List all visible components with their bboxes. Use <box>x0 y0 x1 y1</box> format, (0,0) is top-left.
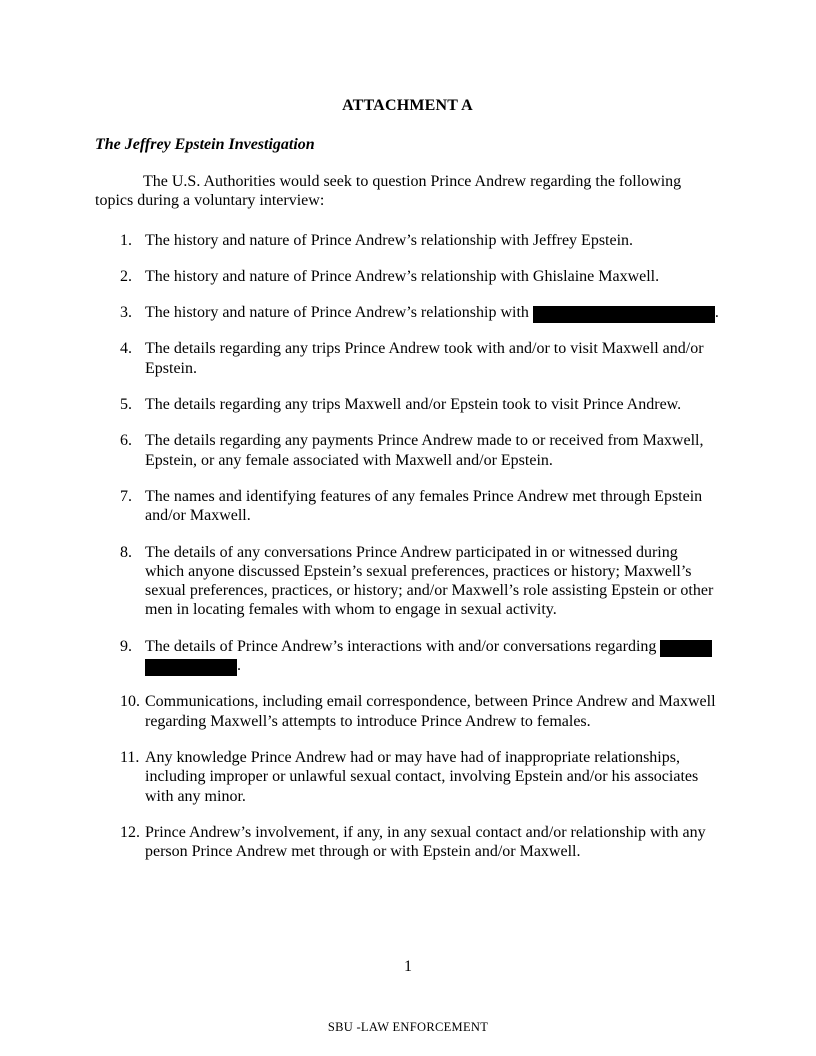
list-item-number: 12. <box>120 823 140 841</box>
list-item-text: The details regarding any trips Maxwell and/or Epstein took to visit Prince Andrew. <box>145 396 682 414</box>
list-item-text: Any knowledge Prince Andrew had or may have had of inappropriate relationships, including improper or unlawful sexual contact, involving Epstein and/or his associates with any minor. <box>145 748 699 805</box>
list-item-number: 1. <box>120 231 132 249</box>
list-item-text: The history and nature of Prince Andrew’s relationship with Ghislaine Maxwell. <box>145 267 660 285</box>
list-item <box>120 267 720 286</box>
list-item-text: The details regarding any payments Prince Andrew made to or received from Maxwell, Epstein, or any female associated with Maxwell and/or Epstein. <box>145 432 704 469</box>
redaction-bar <box>533 306 715 323</box>
list-item <box>120 637 720 676</box>
list-item-text: Prince Andrew’s involvement, if any, in any sexual contact and/or relationship with any person Prince Andrew met through or with Epstein and/or Maxwell. <box>145 823 706 861</box>
list-item-text: The names and identifying features of any females Prince Andrew met through Epstein and/or Maxwell. <box>145 487 703 525</box>
list-item <box>120 231 720 250</box>
footer-classification-label: SBU -LAW ENFORCEMENT <box>327 1020 489 1034</box>
list-item-number: 11. <box>120 748 140 766</box>
list-item-text: Communications, including email correspondence, between Prince Andrew and Maxwell regarding Maxwell’s attempts to introduce Prince Andrew to females. <box>145 693 716 730</box>
list-item <box>120 487 720 526</box>
list-item-number: 4. <box>120 340 132 358</box>
page-number: 1 <box>404 958 412 975</box>
list-item <box>120 748 720 806</box>
list-item-text: The details of any conversations Prince Andrew participated in or witnessed during which anyone discussed Epstein’s sexual preferences, practices or history; Maxwell’s sexual preferences, practices, or history; and/or Maxwell’s role assisting Epstein or other men in locating females with whom to engage in sexual activity. <box>145 543 714 619</box>
list-item <box>120 692 720 731</box>
redaction-bar <box>145 659 237 676</box>
list-item <box>120 823 720 862</box>
list-item-text: The history and nature of Prince Andrew’s relationship with . <box>145 304 719 322</box>
redaction-bar <box>660 640 712 657</box>
list-item-text: The history and nature of Prince Andrew’s relationship with Jeffrey Epstein. <box>145 231 634 249</box>
list-item-text: The details of Prince Andrew’s interactions with and/or conversations regarding . <box>145 637 720 676</box>
list-item <box>120 395 720 414</box>
intro-paragraph: The U.S. Authorities would seek to question Prince Andrew regarding the following topics during a voluntary interview: <box>95 173 682 210</box>
topics-list <box>95 231 720 862</box>
section-heading: The Jeffrey Epstein Investigation <box>95 136 315 153</box>
list-item-number: 10. <box>120 693 140 711</box>
list-item-number: 8. <box>120 543 132 561</box>
list-item-number: 3. <box>120 304 132 322</box>
list-item-number: 9. <box>120 637 132 655</box>
list-item-number: 5. <box>120 396 132 414</box>
list-item <box>120 339 720 378</box>
list-item <box>120 543 720 620</box>
list-item-number: 2. <box>120 267 132 285</box>
document-title: ATTACHMENT A <box>342 97 473 114</box>
list-item-number: 7. <box>120 487 132 505</box>
list-item <box>120 303 720 322</box>
list-item <box>120 431 720 470</box>
list-item-text: The details regarding any trips Prince Andrew took with and/or to visit Maxwell and/or Epstein. <box>145 340 704 377</box>
list-item-number: 6. <box>120 432 132 450</box>
